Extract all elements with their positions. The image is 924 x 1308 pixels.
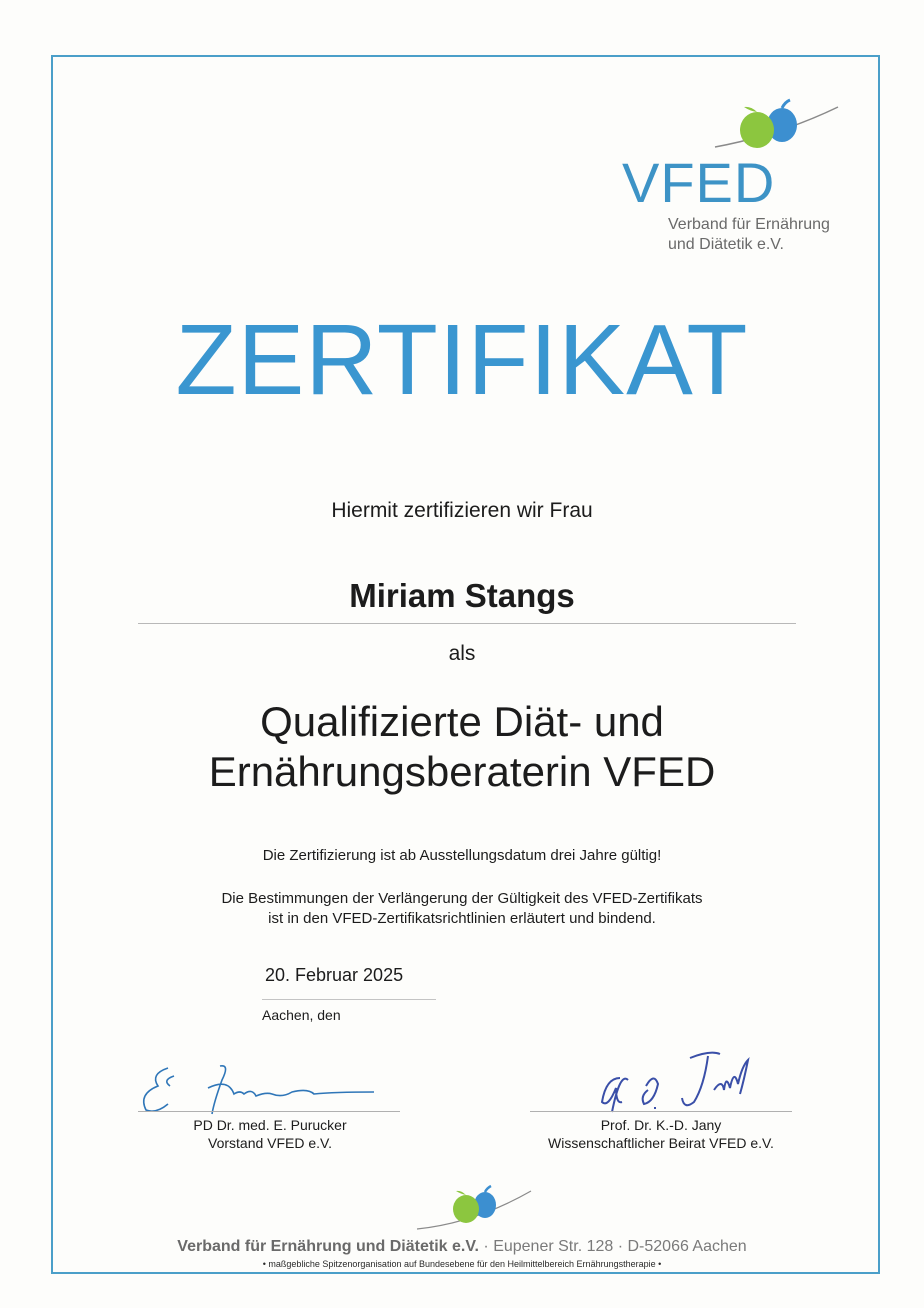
footer-address — [0, 1237, 924, 1257]
signatory-left-name: PD Dr. med. E. Purucker — [193, 1117, 347, 1133]
footer-note: • maßgebliche Spitzenorganisation auf Bundesebene für den Heilmittelbereich Ernährungstherapie • — [262, 1259, 662, 1269]
issue-place: Aachen, den — [262, 1007, 341, 1023]
footer-apple-icon — [415, 1183, 535, 1238]
intro-text: Hiermit zertifizieren wir Frau — [331, 499, 593, 522]
footer-org-name: Verband für Ernährung und Diätetik e.V. — [177, 1238, 479, 1255]
qualification-line-1: Qualifizierte Diät- und — [260, 698, 664, 745]
logo-org-line-1: Verband für Ernährung — [668, 216, 830, 233]
renewal-rules-line-1: Die Bestimmungen der Verlängerung der Gültigkeit des VFED-Zertifikats — [221, 890, 703, 907]
signatory-right-role: Wissenschaftlicher Beirat VFED e.V. — [548, 1135, 774, 1151]
name-underline — [138, 623, 796, 624]
signature-line-left — [138, 1111, 400, 1112]
signatory-left-role: Vorstand VFED e.V. — [208, 1135, 332, 1151]
signature-jany — [590, 1048, 780, 1118]
logo-org-line-2: und Diätetik e.V. — [668, 236, 784, 253]
as-text: als — [448, 642, 476, 665]
signatory-right — [530, 1116, 792, 1152]
qualification-title — [0, 697, 924, 797]
signatory-left — [140, 1116, 400, 1152]
renewal-rules — [0, 889, 924, 929]
certificate-title: ZERTIFIKAT — [175, 304, 749, 416]
qualification-line-2: Ernährungsberaterin VFED — [208, 748, 716, 795]
vfed-logo — [620, 95, 850, 260]
validity-note: Die Zertifizierung ist ab Ausstellungsdatum drei Jahre gültig! — [262, 847, 662, 864]
logo-abbreviation: VFED — [622, 151, 776, 214]
issue-date: 20. Februar 2025 — [265, 965, 404, 985]
signatory-right-name: Prof. Dr. K.-D. Jany — [600, 1117, 722, 1133]
footer-street: · Eupener Str. 128 · D-52066 Aachen — [478, 1238, 747, 1255]
signature-line-right — [530, 1111, 792, 1112]
signature-purucker — [138, 1058, 398, 1118]
recipient-name: Miriam Stangs — [349, 577, 575, 614]
date-underline — [262, 999, 436, 1000]
renewal-rules-line-2: ist in den VFED-Zertifikatsrichtlinien erläutert und bindend. — [268, 910, 656, 927]
